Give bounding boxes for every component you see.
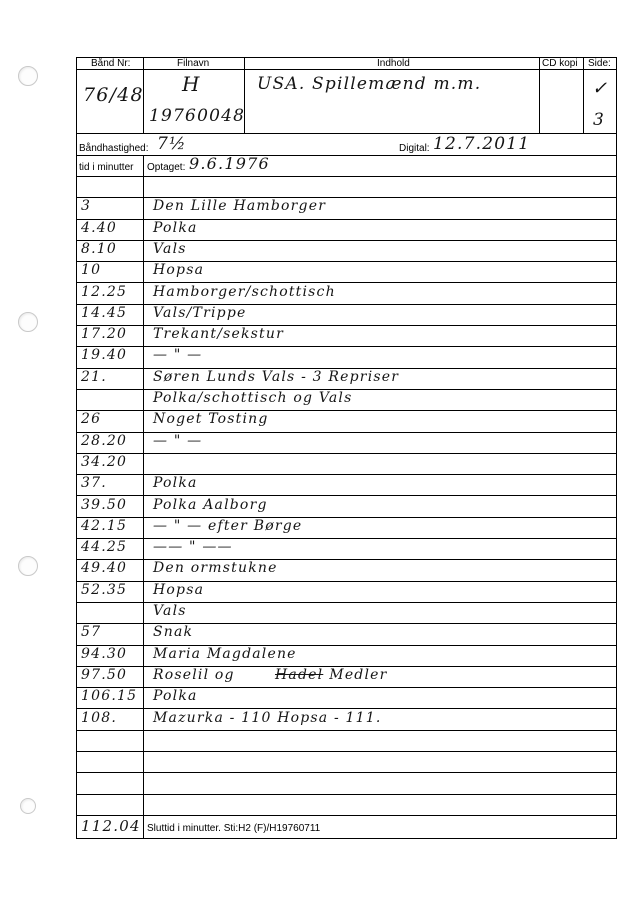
list-item: [77, 709, 616, 730]
tid-label: tid i minutter: [79, 162, 134, 173]
entry-time: 44.25: [81, 539, 128, 556]
entry-content: Polka Aalborg: [153, 496, 268, 513]
entry-time: 94.30: [81, 645, 128, 662]
list-item: [77, 304, 616, 325]
list-item: [77, 219, 616, 240]
entry-time: 19.40: [81, 347, 128, 364]
header-side: Side:: [588, 58, 611, 69]
entry-time: 26: [81, 411, 102, 428]
entry-content: — " —: [153, 347, 203, 364]
entry-content-rest: Medler: [329, 666, 388, 683]
entry-time: 97.50: [81, 666, 128, 683]
digital-label: Digital:: [399, 143, 430, 154]
entry-content: Maria Magdalene: [153, 645, 297, 662]
side-marks: ✓: [592, 78, 609, 99]
list-item: [77, 389, 616, 410]
entry-time: 3: [81, 198, 92, 215]
bandhastighed-value: 7½: [157, 134, 187, 154]
header-indhold: Indhold: [377, 58, 410, 69]
entry-time: 106.15: [81, 688, 138, 705]
entry-content: Den ormstukne: [153, 560, 278, 577]
list-item: [77, 325, 616, 346]
entry-time: 28.20: [81, 432, 128, 449]
header-filnavn: Filnavn: [177, 58, 210, 69]
entry-content: Snak: [153, 624, 194, 641]
entry-content: Den Lille Hamborger: [153, 198, 327, 215]
optaget-label: Optaget:: [147, 162, 186, 173]
list-item: [77, 538, 616, 559]
list-item: [77, 517, 616, 538]
list-item: [77, 197, 616, 218]
binder-hole-top: [18, 66, 38, 86]
entry-time: 39.50: [81, 496, 128, 513]
list-item: [77, 346, 616, 367]
tape-log-sheet: [76, 57, 617, 839]
list-item: [77, 581, 616, 602]
band-number-value: 76/48: [83, 84, 144, 106]
optaget-value: 9.6.1976: [189, 154, 270, 173]
list-item: [77, 432, 616, 453]
entry-time: 8.10: [81, 240, 117, 257]
entry-content: Polka: [153, 475, 198, 492]
list-item: [77, 623, 616, 644]
entry-content: — " —: [153, 432, 203, 449]
list-item: [77, 687, 616, 708]
list-item: [77, 794, 616, 815]
entry-time: 37.: [81, 475, 107, 492]
binder-hole-bottom: [20, 798, 36, 814]
filnavn-number: 19760048: [149, 106, 246, 126]
list-item: [77, 496, 616, 517]
end-time: 112.04: [81, 817, 141, 835]
entry-time: 34.20: [81, 453, 128, 470]
entry-content: Vals: [153, 603, 187, 619]
filnavn-letter: H: [182, 72, 201, 96]
entry-content: —— " ——: [153, 539, 233, 556]
list-item: [77, 453, 616, 474]
entry-content: — " — efter Børge: [153, 517, 303, 534]
header-cd-kopi: CD kopi: [542, 58, 578, 69]
footer-text: Sluttid i minutter. Sti:H2 (F)/H19760711: [147, 823, 321, 834]
entry-content: Hopsa: [153, 581, 205, 598]
indhold-value: USA. Spillemænd m.m.: [257, 74, 482, 94]
entry-time: 21.: [81, 368, 107, 385]
header-band-nr: Bånd Nr:: [91, 58, 131, 69]
entry-content: Noget Tosting: [153, 411, 269, 428]
bandhastighed-label: Båndhastighed:: [79, 143, 149, 154]
list-item: [77, 559, 616, 580]
entry-content: Mazurka - 110 Hopsa - 111.: [153, 709, 382, 726]
entry-time: 108.: [81, 709, 117, 726]
list-item: [77, 261, 616, 282]
list-item: [77, 730, 616, 751]
entry-time: 52.35: [81, 581, 128, 598]
entry-content: Polka: [153, 219, 198, 236]
entry-time: 57: [81, 624, 102, 641]
entry-time: 10: [81, 262, 102, 279]
entry-content: Trekant/sekstur: [153, 326, 284, 343]
digital-value: 12.7.2011: [433, 134, 531, 154]
side-number: 3: [593, 110, 606, 130]
entry-time: 12.25: [81, 283, 128, 300]
list-item: [77, 368, 616, 389]
entry-time: 17.20: [81, 326, 128, 343]
entry-content: Polka: [153, 688, 198, 705]
list-item: [77, 240, 616, 261]
entry-content: Søren Lunds Vals - 3 Repriser: [153, 368, 400, 385]
entry-time: 49.40: [81, 560, 128, 577]
entry-time: 4.40: [81, 219, 117, 236]
entry-content: Hamborger/schottisch: [153, 283, 336, 300]
entry-time: 14.45: [81, 304, 128, 321]
binder-hole-lower: [18, 556, 38, 576]
list-item: [77, 666, 616, 687]
list-item: [77, 645, 616, 666]
list-item: [77, 602, 616, 623]
list-item: [77, 283, 616, 304]
entry-content-extra: [267, 667, 388, 683]
entry-time: 42.15: [81, 517, 128, 534]
entry-content: Hopsa: [153, 262, 205, 279]
entry-content: Polka/schottisch og Vals: [153, 390, 353, 406]
list-item: [77, 474, 616, 495]
binder-hole-middle: [18, 312, 38, 332]
list-item: [77, 772, 616, 793]
entry-content: Vals/Trippe: [153, 304, 247, 321]
struck-word: Hadel: [275, 666, 324, 683]
list-item: [77, 410, 616, 431]
list-item: [77, 751, 616, 772]
entry-content: Roselil og: [153, 666, 235, 683]
list-item: [77, 176, 616, 197]
entry-content: Vals: [153, 240, 187, 257]
